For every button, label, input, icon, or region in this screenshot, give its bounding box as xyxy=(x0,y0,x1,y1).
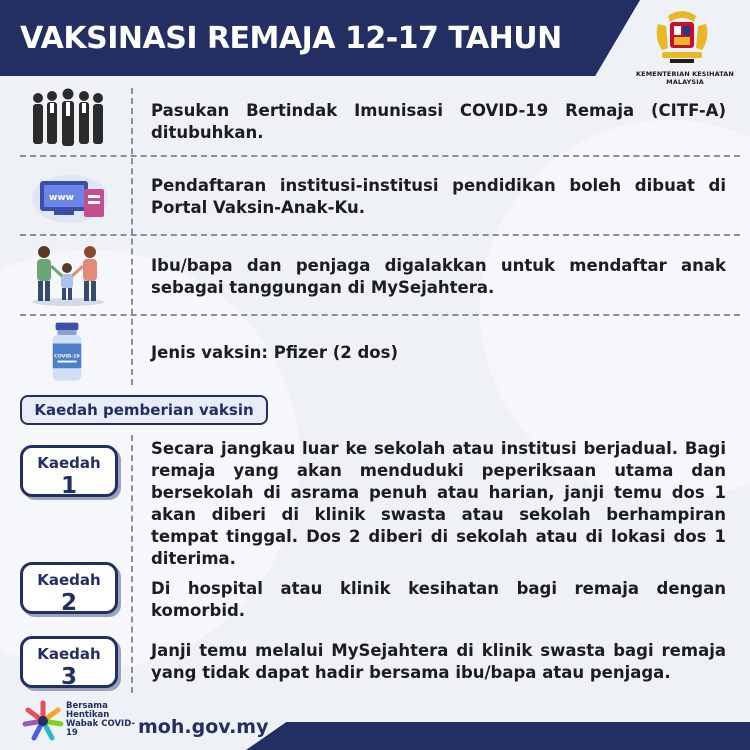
website-link[interactable]: moh.gov.my xyxy=(138,716,269,738)
row-divider xyxy=(20,314,740,316)
info-text: Pendaftaran institusi-institusi pendidikan boleh dibuat di Portal Vaksin-Anak-Ku. xyxy=(151,176,726,217)
method-text: Di hospital atau klinik kesihatan bagi remaja dengan komorbid. xyxy=(151,579,726,620)
method-badge-2 xyxy=(20,562,118,614)
coat-of-arms-icon xyxy=(650,8,714,66)
column-divider xyxy=(131,435,133,693)
page-title: VAKSINASI REMAJA 12-17 TAHUN xyxy=(20,21,562,56)
method-badge-3 xyxy=(20,636,118,688)
team-people-icon xyxy=(28,88,108,148)
section-label: Kaedah pemberian vaksin xyxy=(20,395,268,425)
method-badge-word: Kaedah xyxy=(37,454,101,472)
ministry-name: KEMENTERIAN KESIHATAN MALAYSIA xyxy=(636,70,734,86)
method-badge-number: 2 xyxy=(60,590,77,616)
column-divider xyxy=(131,88,133,385)
footer-bar xyxy=(246,722,750,750)
info-text: Ibu/bapa dan penjaga digalakkan untuk mendaftar anak sebagai tanggungan di MySejahtera. xyxy=(151,256,726,297)
svg-text:www: www xyxy=(49,193,74,203)
campaign-logo-text: Bersama Hentikan Wabak COVID-19 xyxy=(66,701,135,738)
method-badge-number: 1 xyxy=(60,473,77,499)
method-badge-word: Kaedah xyxy=(37,645,101,663)
method-text: Secara jangkau luar ke sekolah atau institusi berjadual. Bagi remaja yang akan menduduki peperiksaan utama dan bersekolah di asrama penuh atau harian, janji temu dos 1 akan diberi di klinik swasta atau sekolah berhampiran tempat tinggal. Dos 2 diberi di sekolah atau di lokasi dos 1 diterima. xyxy=(151,439,726,568)
website-registration-icon xyxy=(30,165,110,225)
row-divider xyxy=(20,234,740,236)
row-divider xyxy=(20,155,740,157)
family-icon xyxy=(28,242,108,306)
method-badge-1 xyxy=(20,445,118,497)
method-text: Janji temu melalui MySejahtera di klinik swasta bagi remaja yang tidak dapat hadir bersama ibu/bapa atau penjaga. xyxy=(151,641,726,682)
campaign-logo-icon xyxy=(22,700,64,742)
method-badge-word: Kaedah xyxy=(37,571,101,589)
vaccine-vial-icon xyxy=(48,322,86,384)
method-badge-number: 3 xyxy=(60,664,77,690)
vaccine-type-text: Jenis vaksin: Pfizer (2 dos) xyxy=(151,343,399,362)
vial-label: COVID-19 xyxy=(54,354,80,360)
info-text: Pasukan Bertindak Imunisasi COVID-19 Remaja (CITF-A) ditubuhkan. xyxy=(151,101,726,142)
